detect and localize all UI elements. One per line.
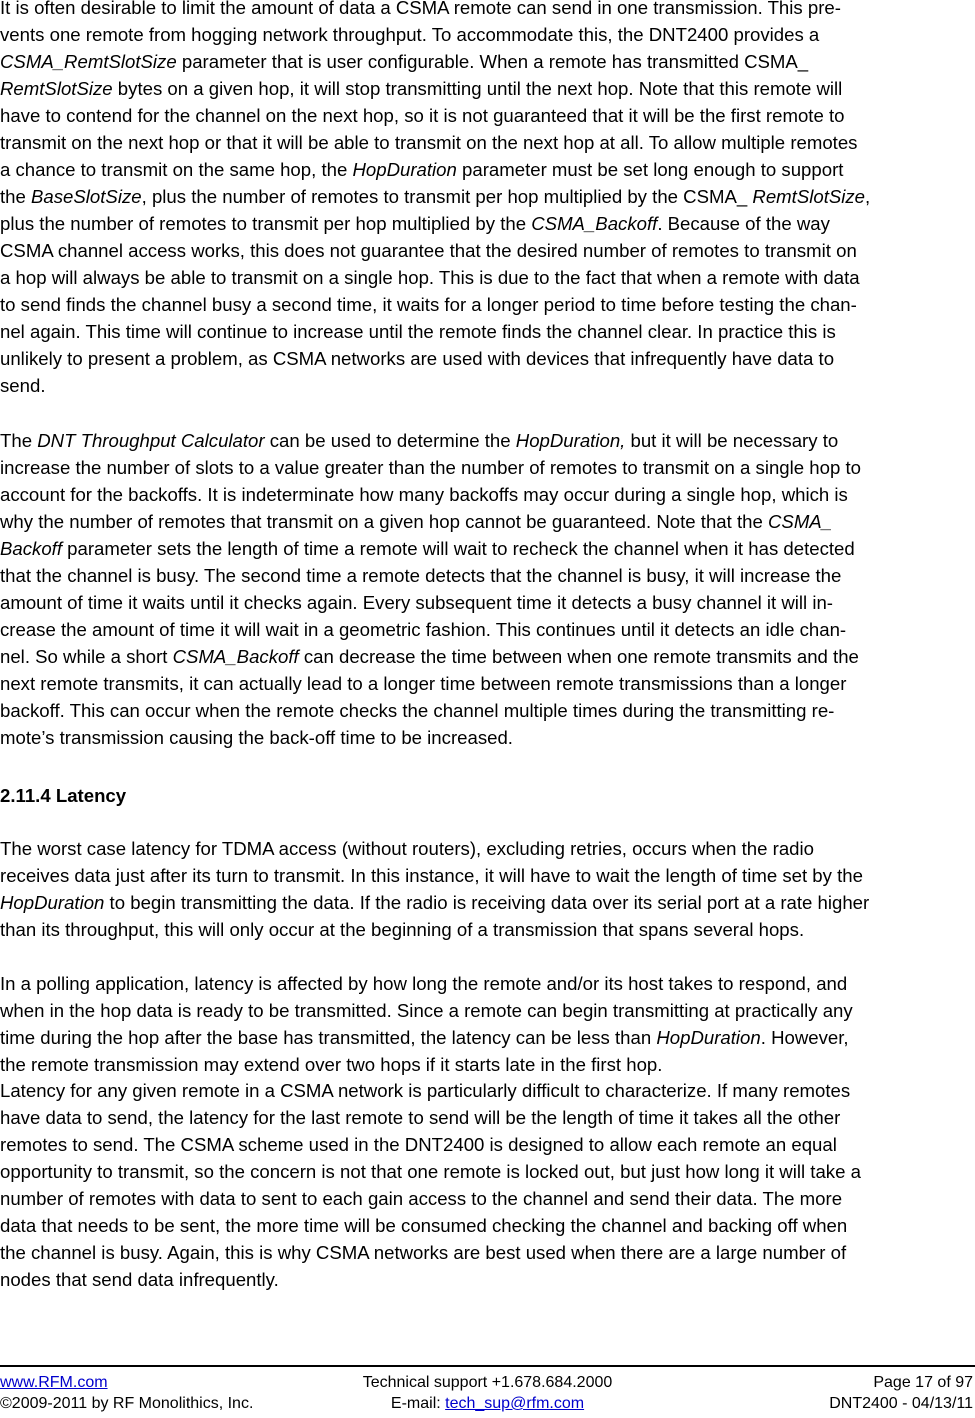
- paragraph-tdma-latency: The worst case latency for TDMA access (without routers), excluding retries, occurs when the radio receives data just after its turn to transmit. In this instance, it will have to wait the length of time set by the HopDuration to begin transmitting the data. If the radio is receiving data over its serial port at a rate higher than its throughput, this will only occur at the beginning of a transmission that spans several hops.: [0, 838, 870, 940]
- copyright-text: ©2009-2011 by RF Monolithics, Inc.: [0, 1395, 254, 1412]
- website-link[interactable]: www.RFM.com: [0, 1374, 108, 1391]
- page-number: Page 17 of 97: [873, 1374, 973, 1391]
- support-phone: Technical support +1.678.684.2000: [362, 1374, 613, 1391]
- email-link[interactable]: tech_sup@rfm.com: [445, 1395, 585, 1412]
- section-heading-latency: 2.11.4 Latency: [0, 785, 127, 806]
- paragraph-polling-latency: In a polling application, latency is affected by how long the remote and/or its host takes to respond, and when in the hop data is ready to be transmitted. Since a remote can begin transmitting at practically any time during the hop after the base has transmitted, the latency can be less than HopDuration. However, the remote transmission may extend over two hops if it starts late in the first hop.: [0, 973, 853, 1075]
- paragraph-throughput-calculator: The DNT Throughput Calculator can be used to determine the HopDuration, but it will be necessary to increase the number of slots to a value greater than the number of remotes to transmit on a single hop to account for the backoffs. It is indeterminate how many backoffs may occur during a single hop, which is why the number of remotes that transmit on a given hop cannot be guaranteed. Note that the CSMA_ Backoff parameter sets the length of time a remote will wait to recheck the channel when it has detected that the channel is busy. The second time a remote detects that the channel is busy, it will increase the amount of time it waits until it checks again. Every subsequent time it detects a busy channel it will in- crease the amount of time it will wait in a geometric fashion. This continues until it detects an idle chan- nel. So while a short CSMA_Backoff can decrease the time between when one remote transmits and the next remote transmits, it can actually lead to a longer time between remote transmissions than a longer backoff. This can occur when the remote checks the channel multiple times during the transmitting re- mote’s transmission causing the back-off time to be increased.: [0, 430, 861, 748]
- footer-divider: [0, 1365, 975, 1367]
- document-id: DNT2400 - 04/13/11: [829, 1395, 973, 1412]
- footer-right: [829, 1372, 973, 1414]
- paragraph-csma-latency: Latency for any given remote in a CSMA network is particularly difficult to characterize. If many remotes have data to send, the latency for the last remote to send will be the length of time it takes all the other remotes to send. The CSMA scheme used in the DNT2400 is designed to allow each remote an equal opportunity to transmit, so the concern is not that one remote is locked out, but just how long it will take a number of remotes with data to sent to each gain access to the channel and send their data. The more data that needs to be sent, the more time will be consumed checking the channel and backing off when the channel is busy. Again, this is why CSMA networks are best used when there are a large number of nodes that send data infrequently.: [0, 1080, 861, 1290]
- paragraph-csma-slot-size: It is often desirable to limit the amount of data a CSMA remote can send in one transmission. This pre- vents one remote from hogging network throughput. To accommodate this, the DNT2400 provides a CSMA_RemtSlotSize parameter that is user configurable. When a remote has transmitted CSMA_ RemtSlotSize bytes on a given hop, it will stop transmitting until the next hop. Note that this remote will have to contend for the channel on the next hop, so it is not guaranteed that it will be the first remote to transmit on the next hop or that it will be able to transmit on the next hop at all. To allow multiple remotes a chance to transmit on the same hop, the HopDuration parameter must be set long enough to support the BaseSlotSize, plus the number of remotes to transmit per hop multiplied by the CSMA_ RemtSlotSize, plus the number of remotes to transmit per hop multiplied by the CSMA_Backoff. Because of the way CSMA channel access works, this does not guarantee that the desired number of remotes to transmit on a hop will always be able to transmit on a single hop. This is due to the fact that when a remote with data to send finds the channel busy a second time, it waits for a longer period to time before testing the chan- nel again. This time will continue to increase until the remote finds the channel clear. In practice this is unlikely to present a problem, as CSMA networks are used with devices that infrequently have data to send.: [0, 0, 871, 396]
- email-label: E-mail:: [390, 1395, 446, 1412]
